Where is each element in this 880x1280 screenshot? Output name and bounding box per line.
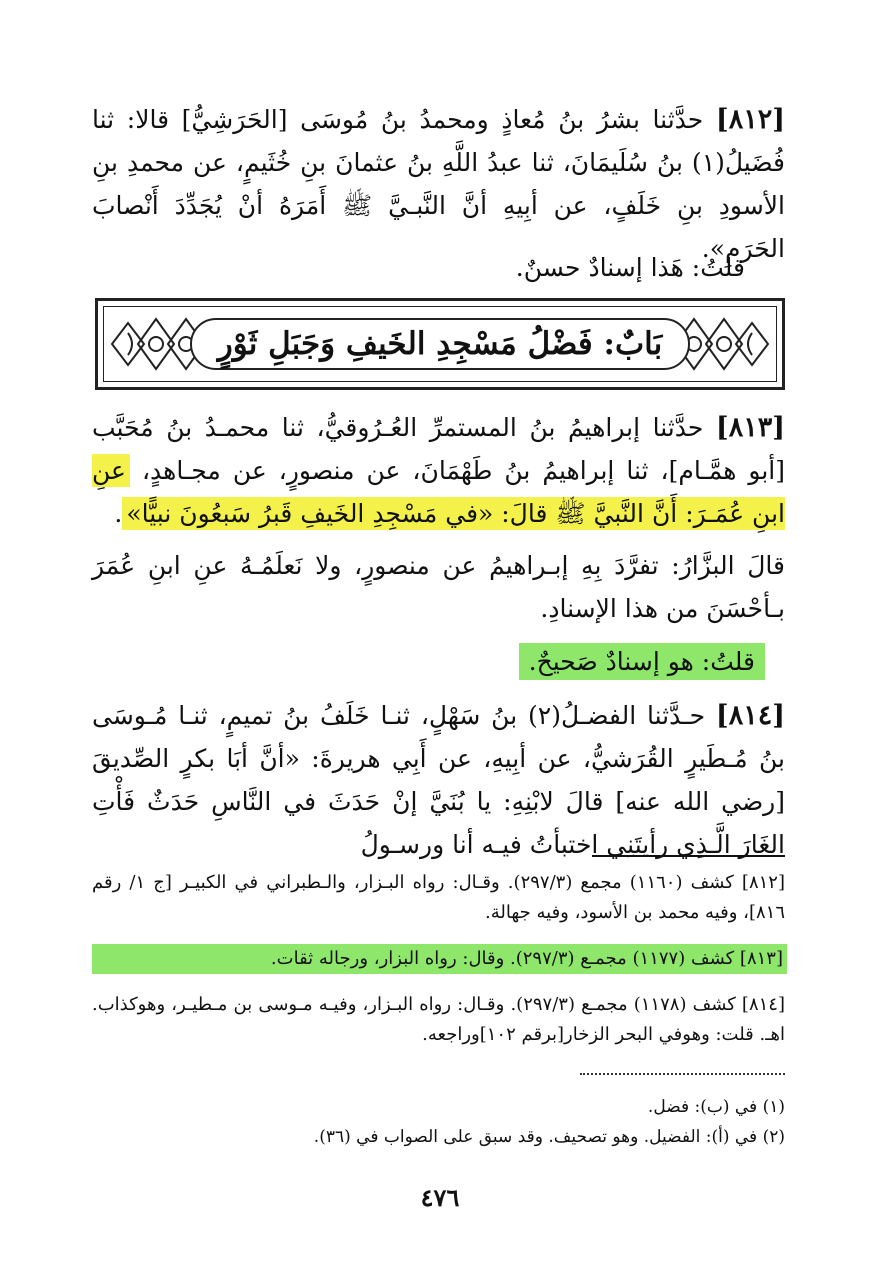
hadith-number: [٨١٤] (715, 700, 785, 731)
highlighted-comment: قلتُ: هو إسنادٌ صَحيحٌ. (519, 643, 765, 680)
hadith-text: حـدَّثنا الفضـلُ(٢) بنُ سَهْلٍ، ثنـا خَلَفُ بنُ تميمٍ، ثنـا مُـوسَى بنُ مُـطَيرٍ القُرَشيُّ، عن أبِيهِ، عن أَبِي هريرةَ: «أنَّ أبَا بكرٍ الصِّديقَ [رضي الله عنه] قالَ لابْنِهِ: يا بُنَيَّ إنْ حَدَثَ في النَّاسِ حَدَثٌ فَأْتِ الغَارَ الَّـذِي رأيتَنِي اختبأتُ فيـه أنا ورسـولُ (92, 701, 785, 859)
hadith-text: حدَّثنا إبراهيمُ بنُ المستمرِّ العُـرُوقيُّ، ثنا محمـدُ بنُ مُحَبَّب [أبو همَّـام]، ثنا إبراهيمُ بنُ طَهْمَانَ، عن منصورٍ، عن مجـاهدٍ، (92, 413, 785, 485)
hadith-number: [٨١٢] (715, 104, 785, 135)
footnote-divider (580, 1073, 785, 1075)
hadith-813-comment (92, 640, 765, 683)
hadith-813 (92, 406, 785, 535)
hadith-number: [٨١٣] (715, 412, 785, 443)
hadith-812 (92, 98, 785, 270)
hadith-814 (92, 694, 785, 866)
note-814: [٨١٤] كشف (١١٧٨) مجمـع (٢٩٧/٣). وقـال: رواه البـزار، وفيـه مـوسى بن مـطيـر، وهوكذاب. اهـ. قلت: وهوفي البحر الزخار[برقم ١٠٢]وراجعه. (92, 994, 786, 1045)
footnote-1: (١) في (ب): فضل. (647, 1097, 785, 1117)
notes-divider (592, 855, 785, 857)
hadith-812-comment: قلتُ: هَذا إسنادٌ حسنٌ. (515, 253, 745, 282)
note-813: [٨١٣] كشف (١١٧٧) مجمـع (٢٩٧/٣). وقال: رواه البزار، ورجاله ثقات. (92, 944, 787, 974)
hadith-text: حدَّثنا بشرُ بنُ مُعاذٍ ومحمدُ بنُ مُوسَى [الحَرَشِيُّ] قالا: ثنا فُضَيلُ(١) بنُ سُلَيمَانَ، ثنا عبدُ اللَّهِ بنُ عثمانَ بنِ خُثَيمٍ، عن محمدِ بنِ الأسودِ بنِ خَلَفٍ، عن أبِيهِ أنَّ النَّبـيَّ ﷺ أَمَرَهُ أنْ يُجَدِّدَ أَنْصابَ الحَرَمِ». (92, 105, 785, 263)
bazzar-comment: قالَ البزَّارُ: تفرَّدَ بِهِ إبـراهيمُ عن منصورٍ، ولا نَعلَمُـهُ عنِ ابنِ عُمَرَ بـأحْسَنَ من هذا الإسنادِ. (92, 551, 785, 623)
footnote-2: (٢) في (أ): الفضيل. وهو تصحيف. وقد سبق على الصواب في (٣٦). (313, 1127, 785, 1147)
hadith-text-end: . (114, 499, 123, 528)
highlighted-text: عنِ ابنِ عُمَـرَ: أَنَّ النَّبيَّ ﷺ قالَ: «في مَسْجِدِ الخَيفِ قَبرُ سَبعُونَ نبيًّا» (92, 456, 785, 528)
chapter-banner (95, 298, 785, 390)
note-812: [٨١٢] كشف (١١٦٠) مجمع (٢٩٧/٣). وقـال: رواه البـزار، والـطبراني في الكبيـر [ج ١/ رقم ٨١٦]، وفيه محمد بن الأسود، وفيه جهالة. (92, 872, 786, 923)
chapter-title: بَابٌ: فَضْلُ مَسْجِدِ الخَيفِ وَجَبَلِ ثَوْرٍ (190, 318, 690, 370)
page-number: ٤٧٦ (420, 1183, 460, 1212)
